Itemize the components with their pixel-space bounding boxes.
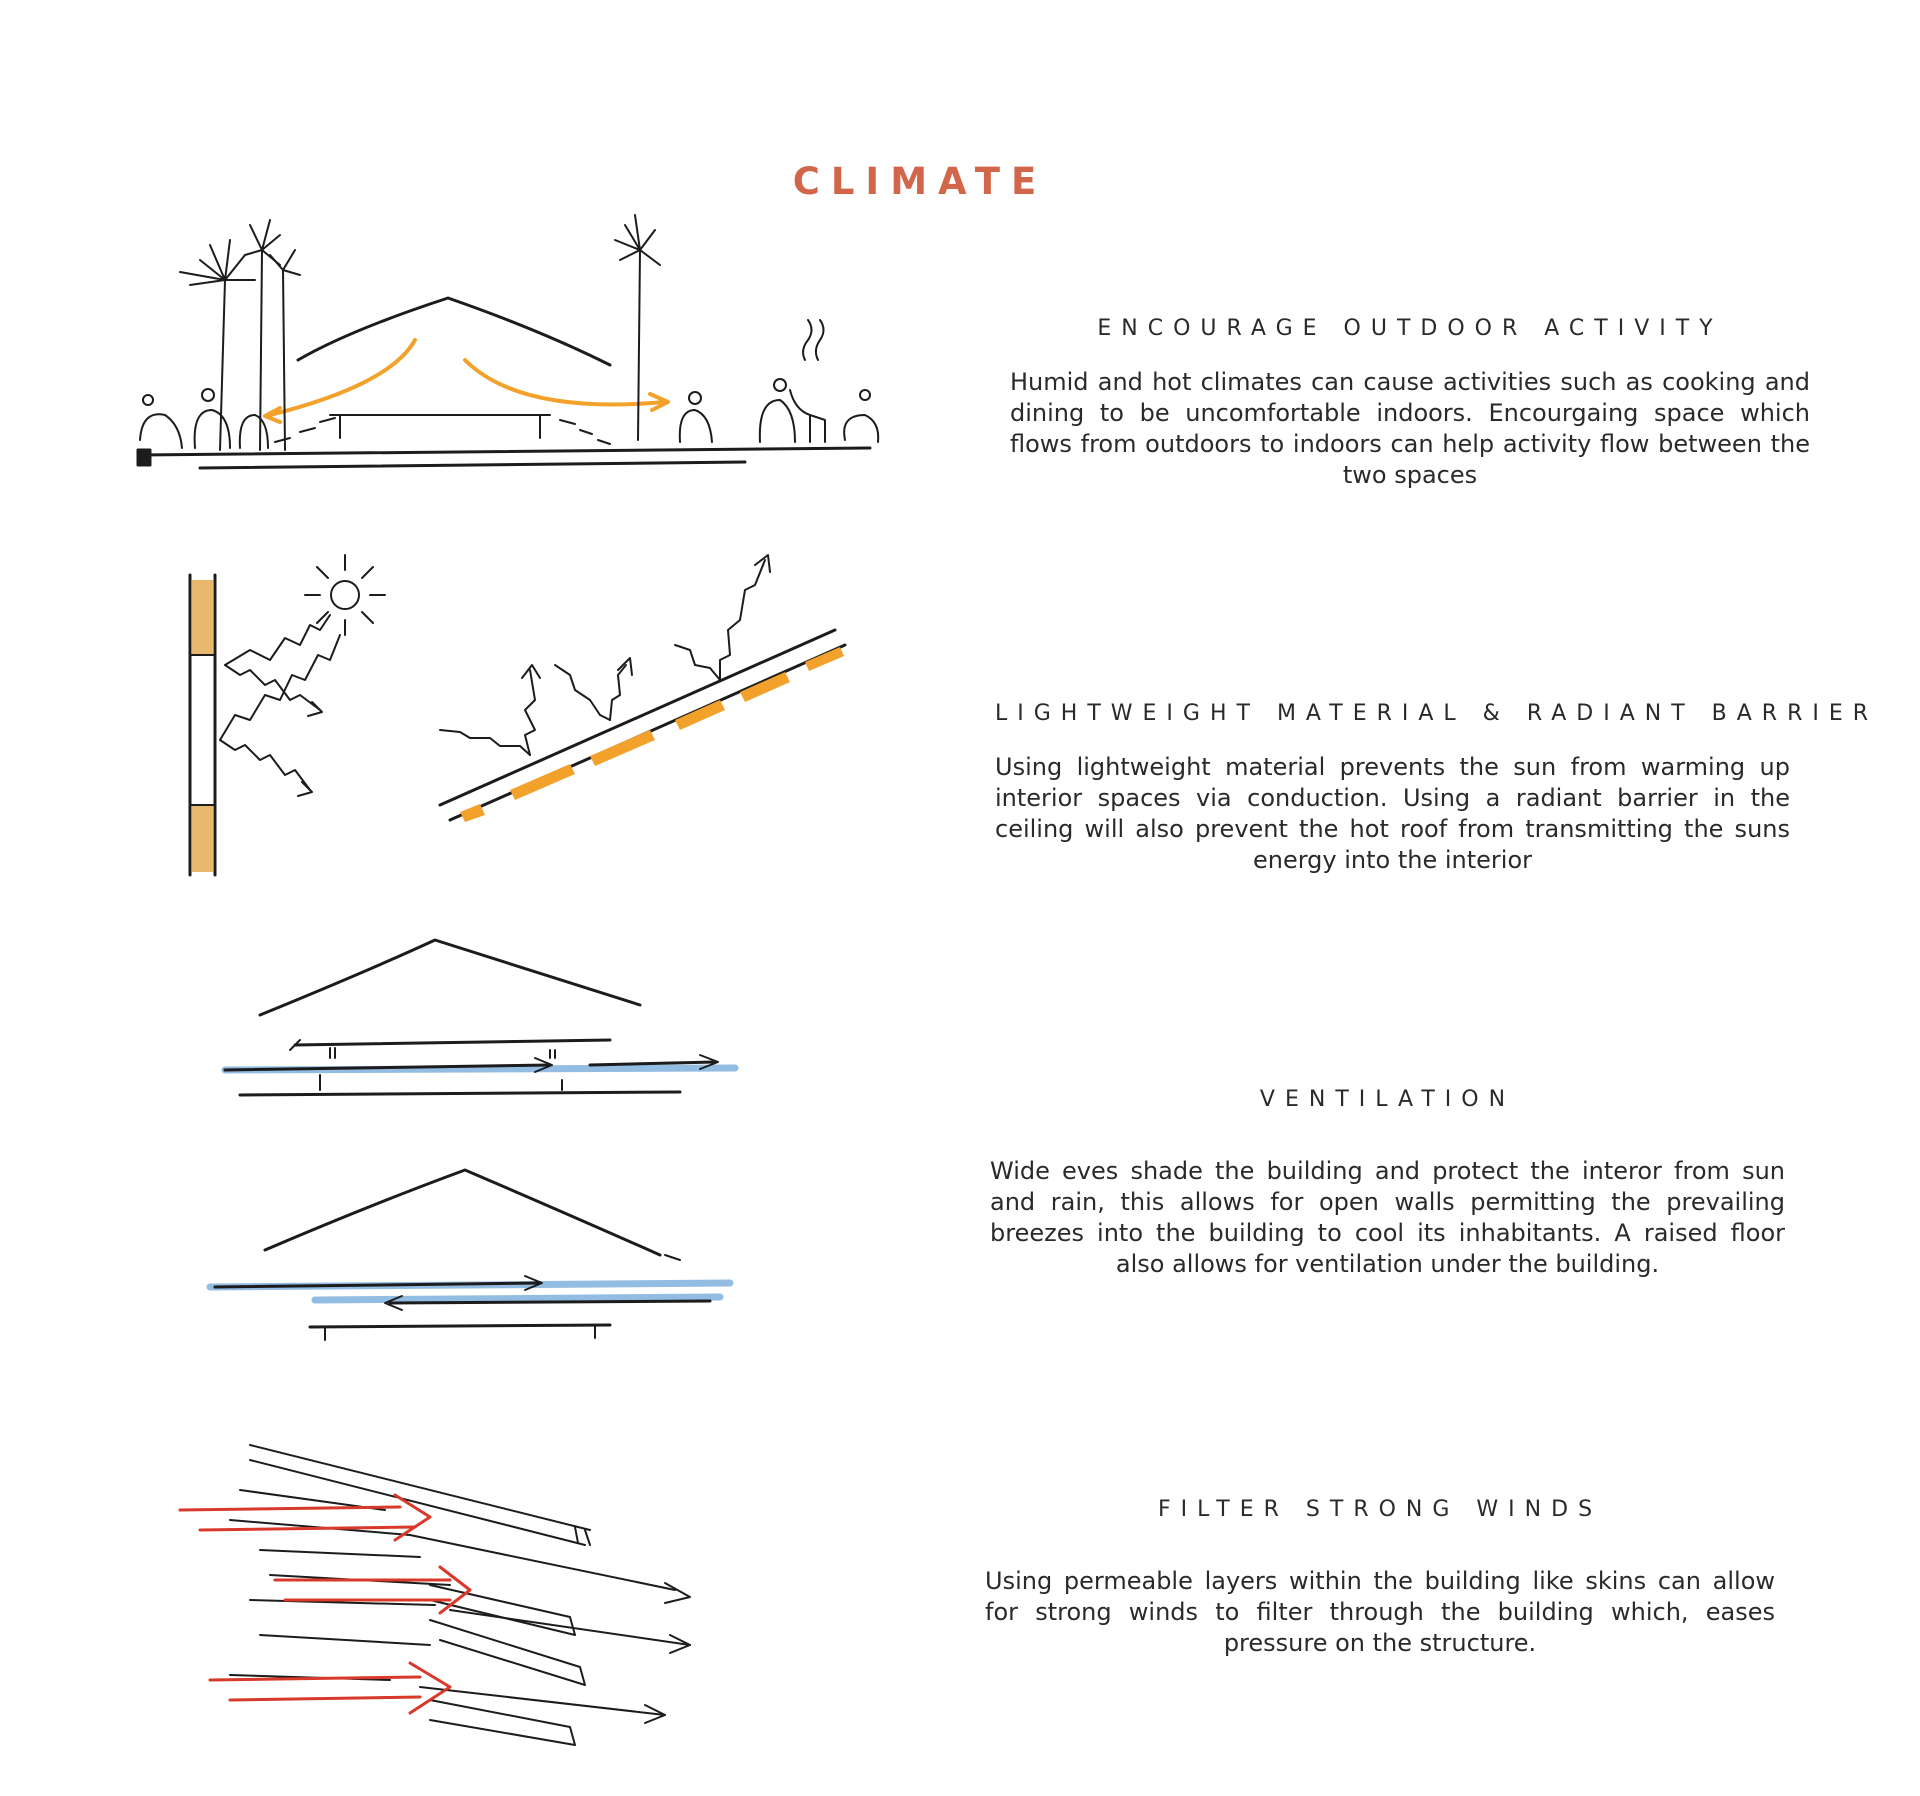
section-heading: ENCOURAGE OUTDOOR ACTIVITY: [1097, 316, 1723, 341]
section-body: Humid and hot climates can cause activities such as cooking and dining to be uncomfortable indoors. Encourgaing space which flows from outdoors to indoors can help activity flow between the two spaces: [1010, 368, 1810, 489]
section-wind-filter: [985, 1497, 1775, 1659]
section-heading: FILTER STRONG WINDS: [1157, 1497, 1603, 1522]
section-heading: LIGHTWEIGHT MATERIAL & RADIANT BARRIER: [995, 701, 1879, 726]
section-outdoor-activity: [1010, 316, 1810, 491]
section-body: Using lightweight material prevents the sun from warming up interior spaces via conduction. Using a radiant barrier in the ceiling will also prevent the hot roof from transmitting the suns energy into the interior: [995, 753, 1790, 874]
section-body: Using permeable layers within the building like skins can allow for strong winds to filter through the building which, eases pressure on the structure.: [985, 1567, 1775, 1657]
section-heading: VENTILATION: [1259, 1087, 1516, 1112]
outdoor-activity-sketch: [120, 210, 900, 480]
wind-filter-sketch: [170, 1435, 730, 1755]
radiant-barrier-sketch: [180, 550, 860, 880]
section-ventilation: [990, 1087, 1785, 1280]
page-title: CLIMATE: [792, 160, 1048, 203]
section-radiant-barrier: [995, 701, 1879, 876]
section-body: Wide eves shade the building and protect the interor from sun and rain, this allows for open walls permitting the prevailing breezes into the building to cool its inhabitants. A raised floor also allows for ventilation under the building.: [990, 1157, 1785, 1278]
ventilation-sketch: [210, 930, 750, 1110]
ventilation-sketch-raised-floor: [190, 1155, 750, 1345]
